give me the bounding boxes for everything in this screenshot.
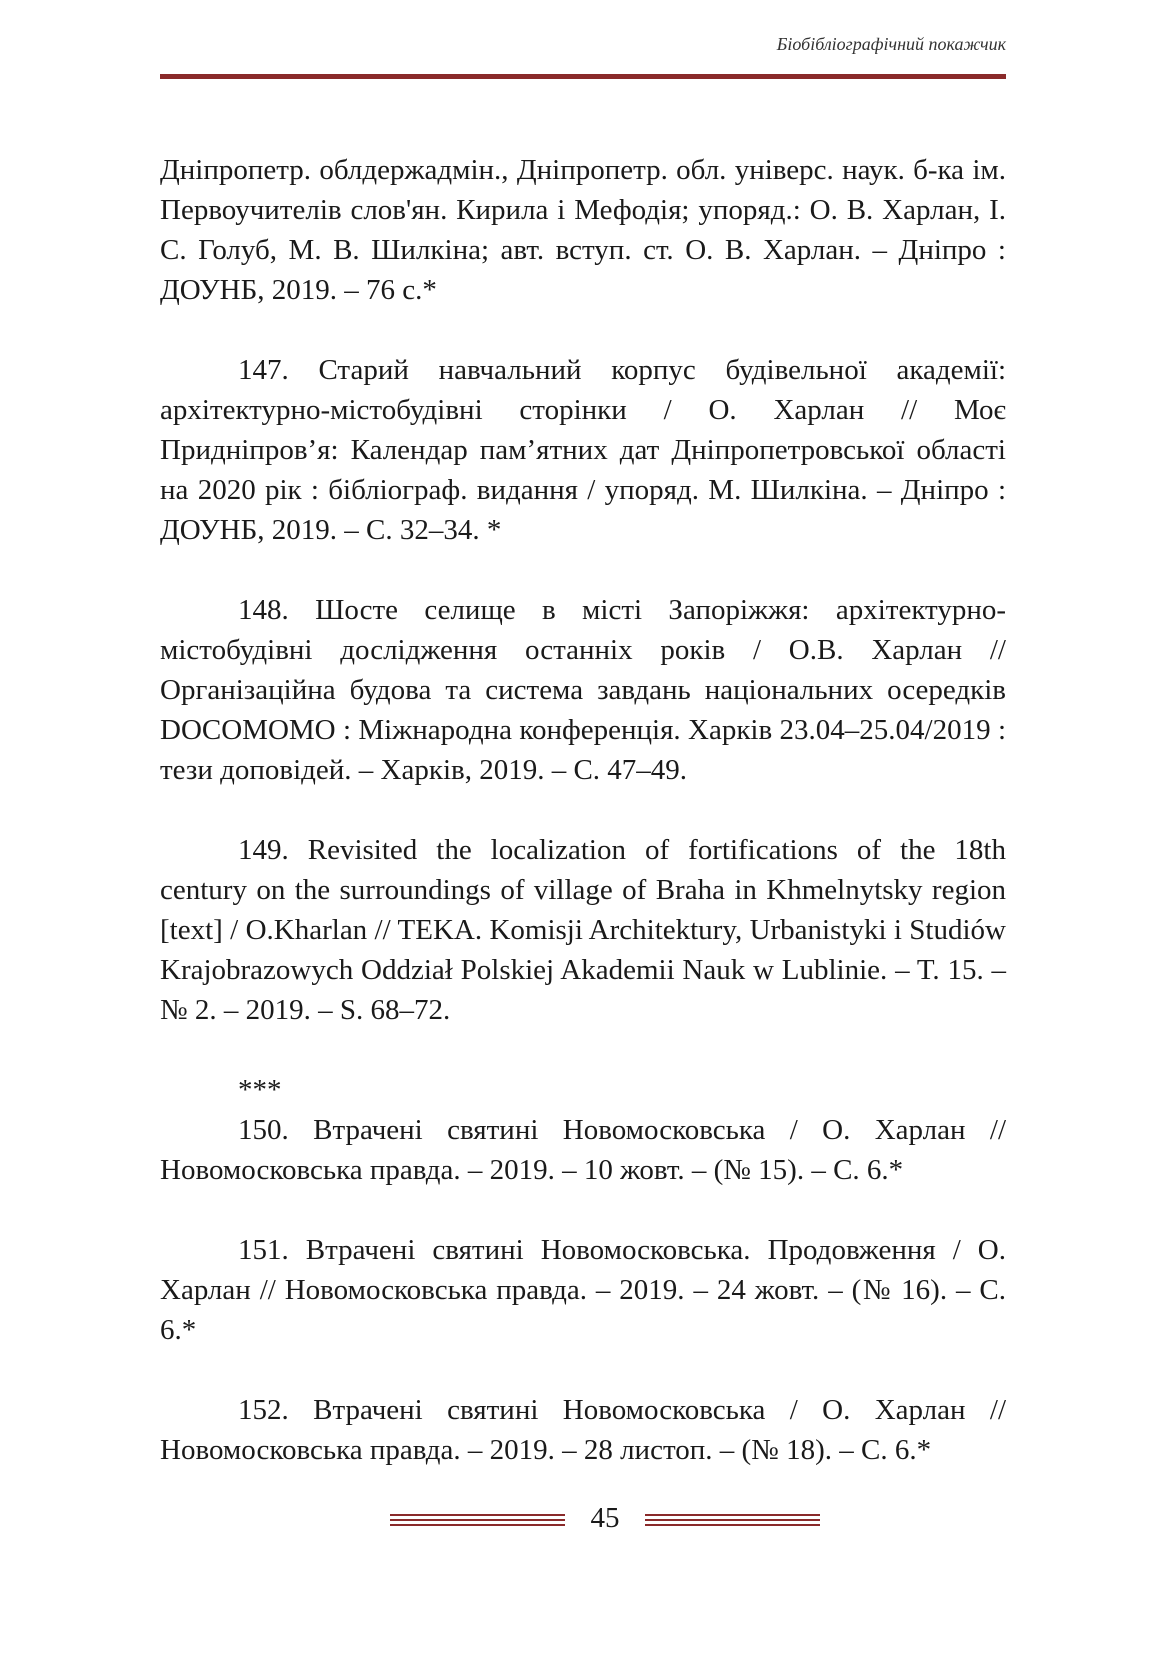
- entry-147: 147. Старий навчальний корпус будівельної академії: архітектурно-містобудівні сторінки / О. Харлан // Моє Придніпров’я: Календар пам’ятних дат Дніпропетровської області на 2020 рік : бібліограф. видання / упоряд. М. Шилкіна. – Дніпро : ДОУНБ, 2019. – С. 32–34. *: [160, 354, 1006, 546]
- entry-151: 151. Втрачені святині Новомосковська. Продовження / О. Харлан // Новомосковська правда. – 2019. – 24 жовт. – (№ 16). – С. 6.*: [160, 1234, 1006, 1346]
- footer-rule-right: [645, 1514, 820, 1526]
- page-number: 45: [590, 1502, 620, 1534]
- entry-150: 150. Втрачені святині Новомосковська / О. Харлан // Новомосковська правда. – 2019. – 10 жовт. – (№ 15). – С. 6.*: [160, 1114, 1006, 1186]
- page-footer: [0, 1498, 1166, 1538]
- footer-rule-left: [390, 1514, 565, 1526]
- entry-149: 149. Revisited the localization of fortifications of the 18th century on the surroundings of village of Braha in Khmelnytsky region [text] / O.Kharlan // TEKA. Komisji Architektury, Urbanistyki i Studiów Krajobrazowych Oddział Polskiej Akademii Nauk w Lublinie. – T. 15. – № 2. – 2019. – S. 68–72.: [160, 834, 1006, 1026]
- page-body: [160, 150, 1006, 1470]
- entry-148: 148. Шосте селище в місті Запоріжжя: архітектурно-містобудівні дослідження останніх років / О.В. Харлан // Організаційна будова та система завдань національних осередків DOCOMOMO : Міжнародна конференція. Харків 23.04–25.04/2019 : тези доповідей. – Харків, 2019. – С. 47–49.: [160, 594, 1006, 786]
- entry-continuation: Дніпропетр. облдержадмін., Дніпропетр. обл. універс. наук. б-ка ім. Первоучителів слов'ян. Кирила і Мефодія; упоряд.: О. В. Харлан, І. С. Голуб, М. В. Шилкіна; авт. вступ. ст. О. В. Харлан. – Дніпро : ДОУНБ, 2019. – 76 с.*: [160, 154, 1006, 306]
- header-rule: [160, 74, 1006, 79]
- entry-152: 152. Втрачені святині Новомосковська / О. Харлан // Новомосковська правда. – 2019. – 28 листоп. – (№ 18). – С. 6.*: [160, 1394, 1006, 1466]
- running-head: Біобібліографічний покажчик: [776, 34, 1006, 54]
- section-separator: ***: [238, 1074, 282, 1106]
